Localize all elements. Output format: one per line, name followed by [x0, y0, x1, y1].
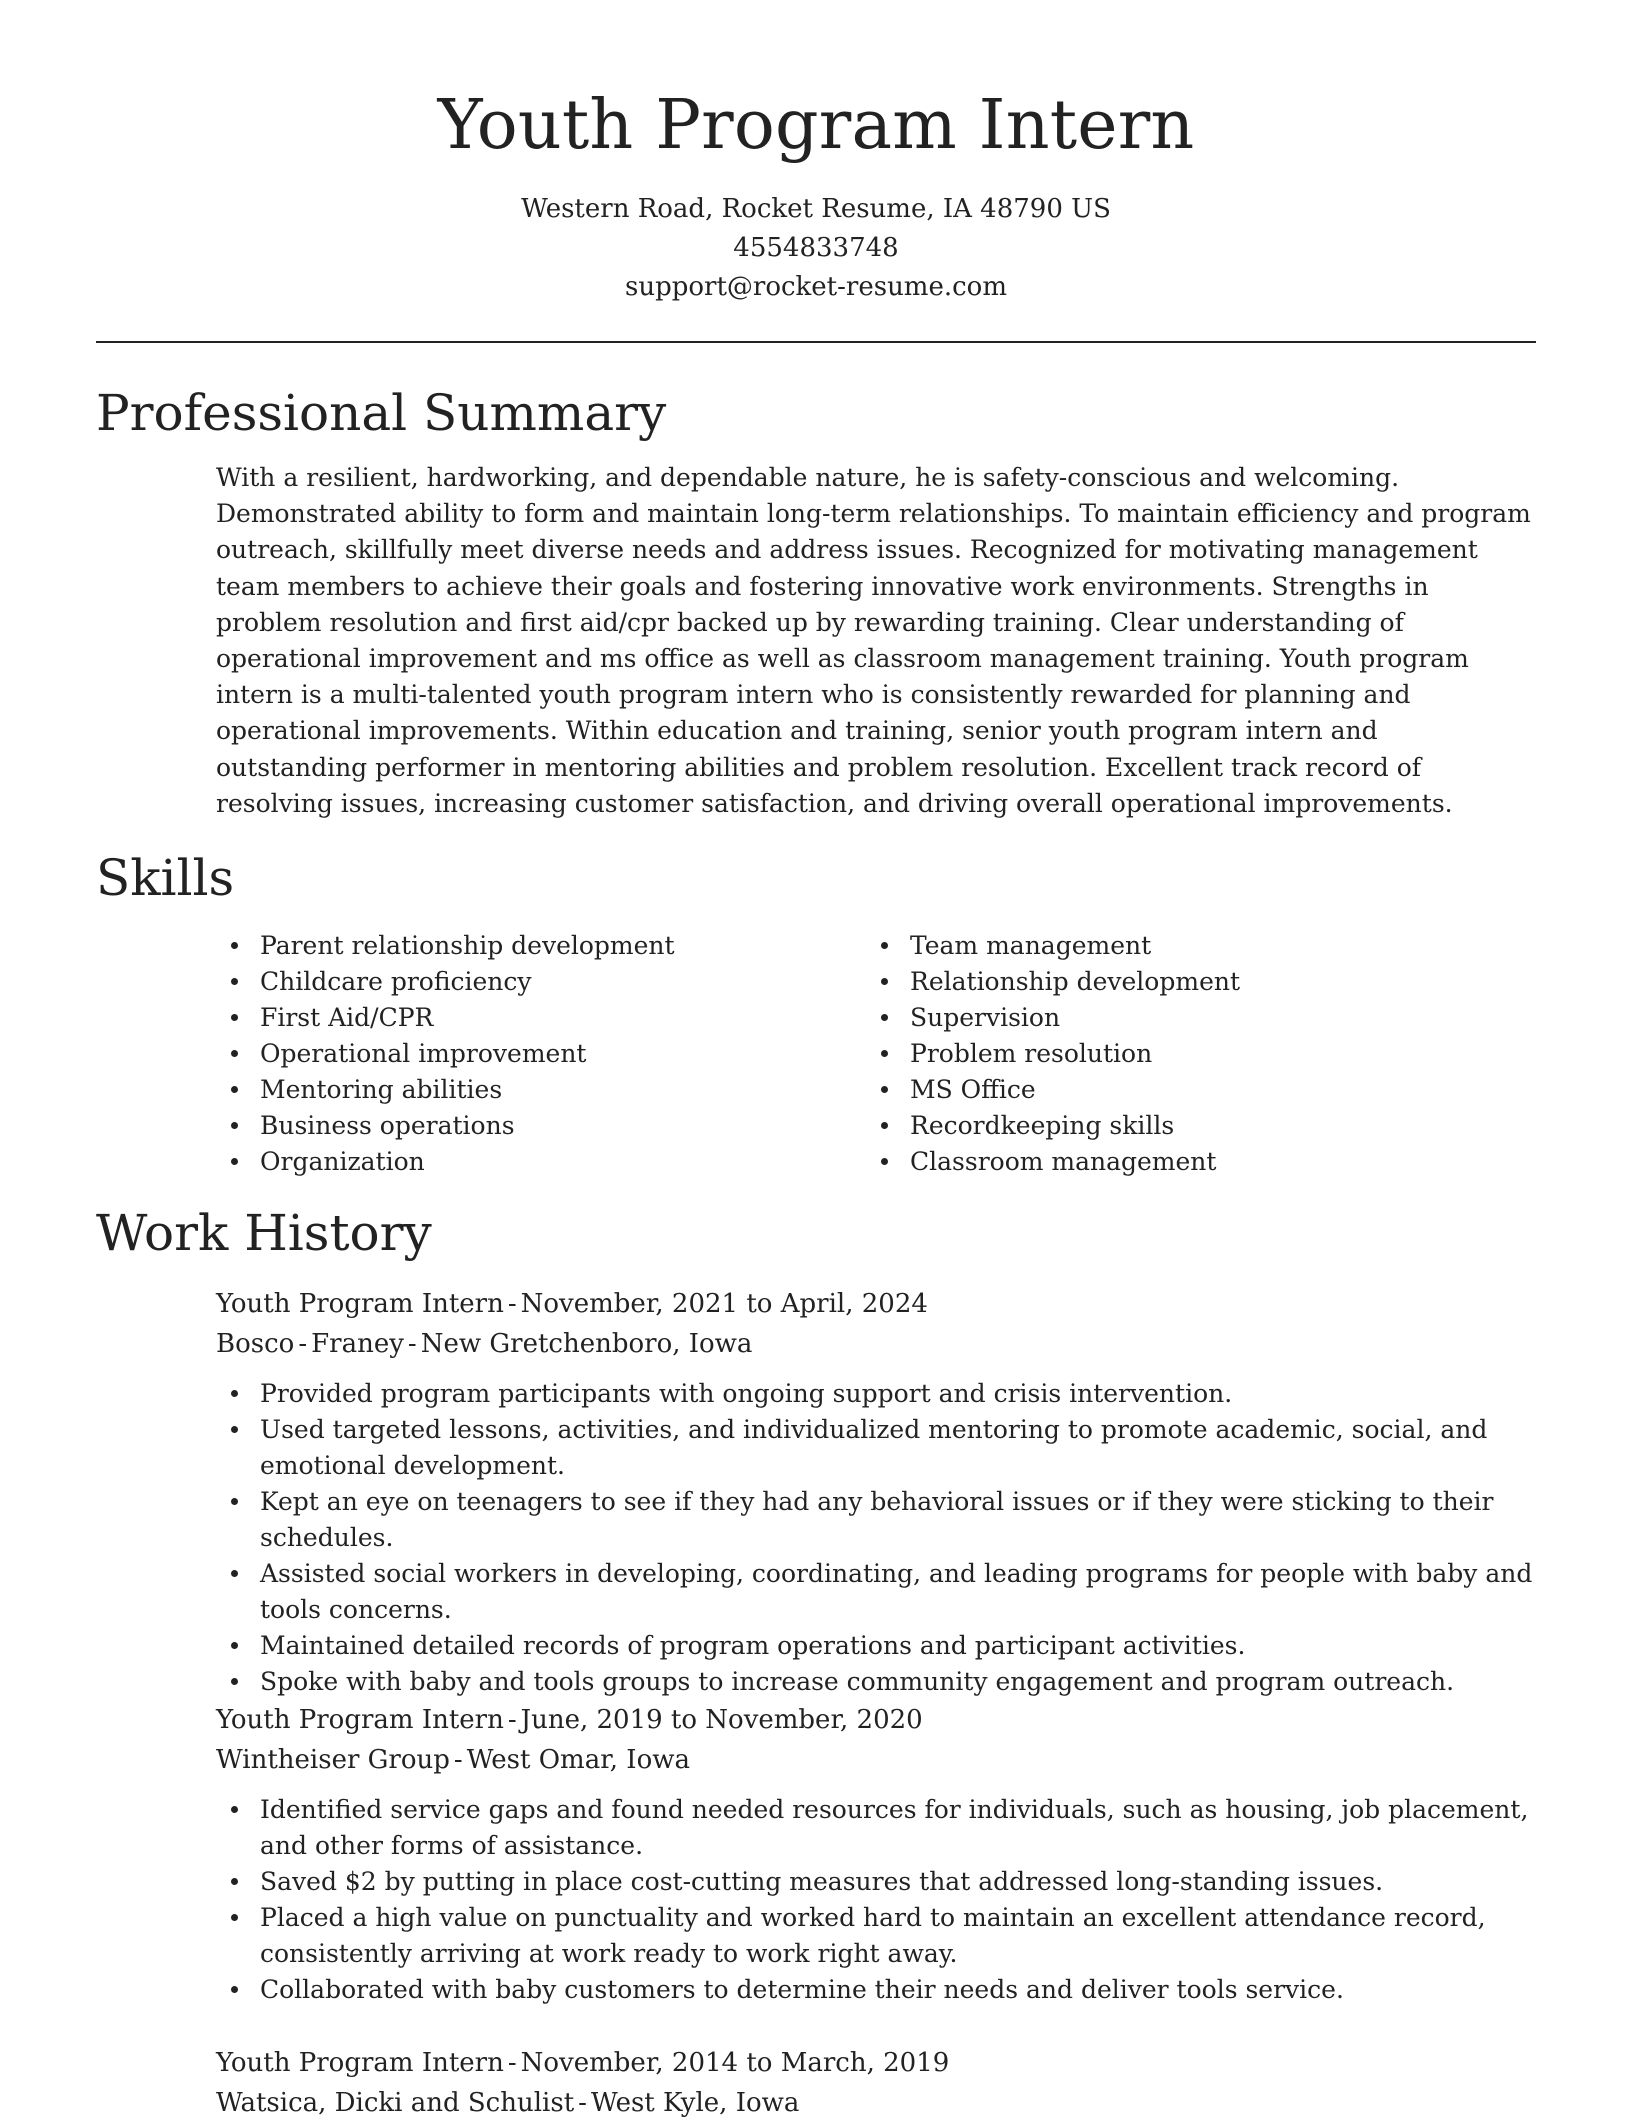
- address: Western Road, Rocket Resume, IA 48790 US: [521, 194, 1111, 224]
- separator: -: [407, 1329, 417, 1359]
- job-title: Youth Program Intern: [216, 1705, 504, 1735]
- skills-list-left: [216, 928, 856, 1180]
- skill-item: Organization: [216, 1144, 856, 1180]
- job-title: Youth Program Intern: [216, 2048, 504, 2078]
- job-bullet: Assisted social workers in developing, coordinating, and leading programs for people with baby and tools concerns.: [216, 1556, 1536, 1628]
- separator: -: [578, 2088, 587, 2118]
- job-entry: [216, 1284, 1536, 1700]
- job-location: West Kyle, Iowa: [590, 2088, 800, 2118]
- skill-item: First Aid/CPR: [216, 1000, 856, 1036]
- summary-heading: Professional Summary: [96, 384, 667, 442]
- skills-list-right: [866, 928, 1506, 1180]
- skill-item: MS Office: [866, 1072, 1506, 1108]
- job-location: West Omar, Iowa: [466, 1745, 690, 1775]
- job-bullet: Identified service gaps and found needed resources for individuals, such as housing, job placement, and other forms of assistance.: [216, 1792, 1536, 1864]
- skill-item: Parent relationship development: [216, 928, 856, 964]
- candidate-name: Youth Program Intern: [437, 86, 1195, 165]
- company-name: Wintheiser Group: [216, 1745, 450, 1775]
- job-title-line: [216, 2043, 1536, 2083]
- job-location: New Gretchenboro, Iowa: [420, 1329, 753, 1359]
- summary-text: With a resilient, hardworking, and dependable nature, he is safety-conscious and welcoming. Demonstrated ability to form and maintain long-term relationships. To maintain efficiency and program outreach, skillfully meet diverse needs and address issues. Recognized for motivating management team members to achieve their goals and fostering innovative work environments. Strengths in problem resolution and first aid/cpr backed up by rewarding training. Clear understanding of operational improvement and ms office as well as classroom management training. Youth program intern is a multi-talented youth program intern who is consistently rewarded for planning and operational improvements. Within education and training, senior youth program intern and outstanding performer in mentoring abilities and problem resolution. Excellent track record of resolving issues, increasing customer satisfaction, and driving overall operational improvements.: [216, 463, 1531, 818]
- job-bullet: Maintained detailed records of program operations and participant activities.: [216, 1628, 1536, 1664]
- skill-item: Business operations: [216, 1108, 856, 1144]
- resume-header: [0, 78, 1632, 307]
- separator: -: [298, 1329, 308, 1359]
- job-bullets: [216, 1376, 1536, 1700]
- job-bullet: Provided program participants with ongoing support and crisis intervention.: [216, 1376, 1536, 1412]
- skill-item: Operational improvement: [216, 1036, 856, 1072]
- separator: -: [507, 1289, 517, 1319]
- skill-item: Recordkeeping skills: [866, 1108, 1506, 1144]
- job-entry: [216, 2043, 1536, 2123]
- skill-item: Classroom management: [866, 1144, 1506, 1180]
- company-name: Watsica, Dicki and Schulist: [216, 2088, 575, 2118]
- separator: -: [453, 1745, 463, 1775]
- job-bullet: Placed a high value on punctuality and worked hard to maintain an excellent attendance record, consistently arriving at work ready to work right away.: [216, 1900, 1536, 1972]
- job-bullets: [216, 1792, 1536, 2008]
- skill-item: Team management: [866, 928, 1506, 964]
- job-dates: November, 2014 to March, 2019: [520, 2048, 950, 2078]
- job-dates: November, 2021 to April, 2024: [520, 1289, 928, 1319]
- work-history-heading: Work History: [96, 1204, 432, 1262]
- skill-item: Relationship development: [866, 964, 1506, 1000]
- email: support@rocket-resume.com: [624, 272, 1007, 302]
- job-company-line: [216, 1324, 1536, 1364]
- job-title: Youth Program Intern: [216, 1289, 504, 1319]
- skill-item: Childcare proficiency: [216, 964, 856, 1000]
- skill-item: Supervision: [866, 1000, 1506, 1036]
- company-name: Franey: [311, 1329, 404, 1359]
- job-company-line: [216, 2083, 1536, 2123]
- job-bullet: Spoke with baby and tools groups to increase community engagement and program outreach.: [216, 1664, 1536, 1700]
- job-bullet: Kept an eye on teenagers to see if they had any behavioral issues or if they were sticking to their schedules.: [216, 1484, 1536, 1556]
- header-divider: [96, 341, 1536, 343]
- job-company-line: [216, 1740, 1536, 1780]
- job-bullet: Saved $2 by putting in place cost-cutting measures that addressed long-standing issues.: [216, 1864, 1536, 1900]
- contact-info: [0, 190, 1632, 307]
- job-bullet: Collaborated with baby customers to determine their needs and deliver tools service.: [216, 1972, 1536, 2008]
- skill-item: Mentoring abilities: [216, 1072, 856, 1108]
- skills-heading: Skills: [96, 849, 235, 907]
- job-entry: [216, 1700, 1536, 2008]
- phone: 4554833748: [733, 233, 899, 263]
- separator: -: [507, 1705, 517, 1735]
- job-bullet: Used targeted lessons, activities, and individualized mentoring to promote academic, social, and emotional development.: [216, 1412, 1536, 1484]
- separator: -: [507, 2048, 517, 2078]
- company-name: Bosco: [216, 1329, 295, 1359]
- skill-item: Problem resolution: [866, 1036, 1506, 1072]
- job-title-line: [216, 1284, 1536, 1324]
- job-title-line: [216, 1700, 1536, 1740]
- job-dates: June, 2019 to November, 2020: [520, 1705, 923, 1735]
